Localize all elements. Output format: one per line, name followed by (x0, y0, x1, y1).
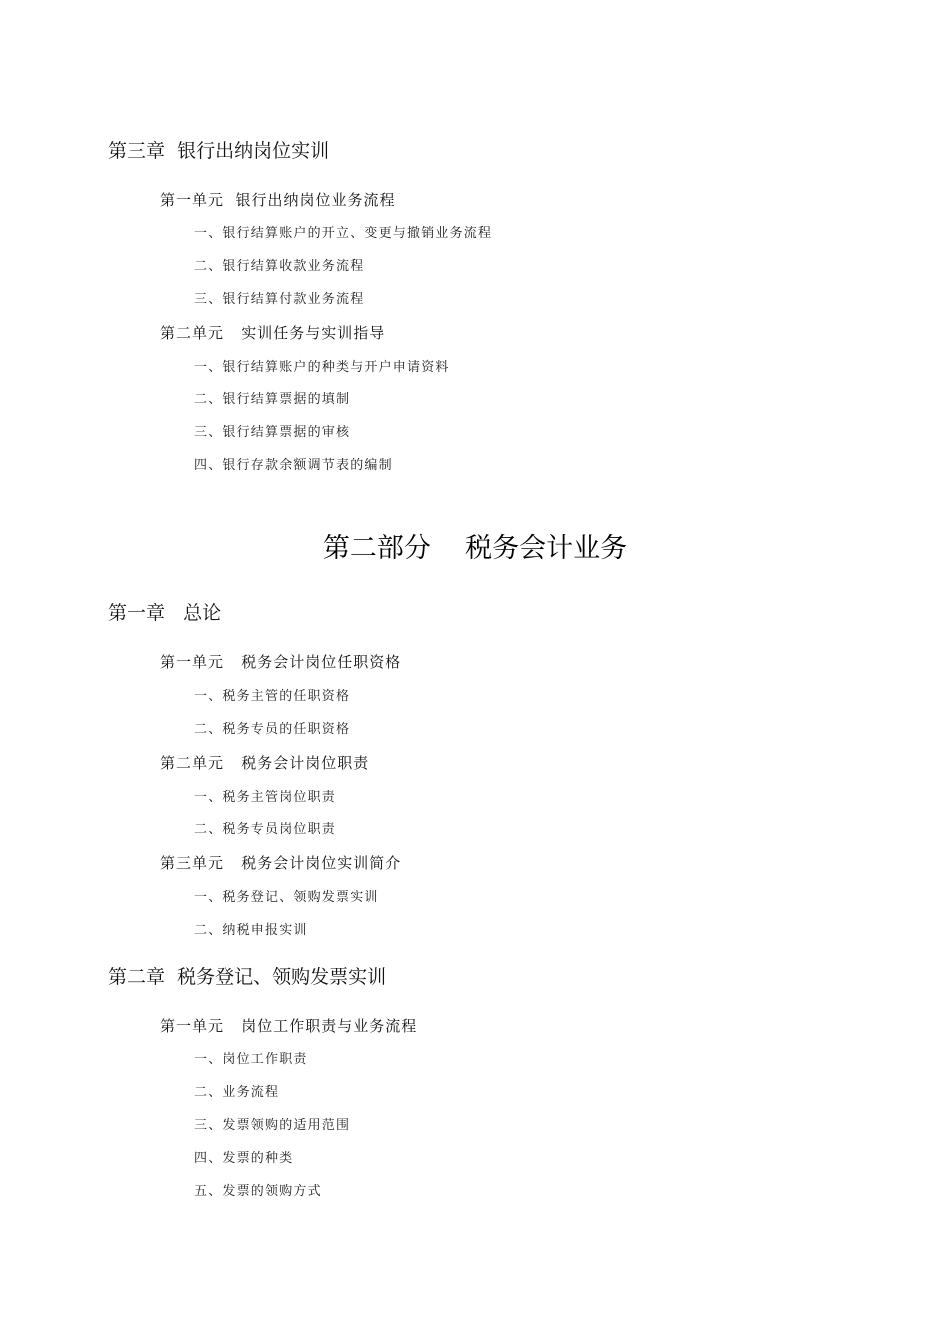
list-item: 二、税务专员岗位职责 (194, 822, 337, 837)
unit-heading: 第二单元 实训任务与实训指导 (160, 324, 386, 342)
unit-heading: 第一单元 银行出纳岗位业务流程 (160, 191, 396, 209)
list-item: 四、发票的种类 (194, 1151, 294, 1166)
list-item: 一、岗位工作职责 (194, 1052, 308, 1067)
list-item: 五、发票的领购方式 (194, 1184, 322, 1199)
part-heading: 第二部分 税务会计业务 (322, 533, 628, 564)
list-item: 一、银行结算账户的开立、变更与撤销业务流程 (194, 226, 493, 241)
list-item: 三、银行结算票据的审核 (194, 425, 351, 440)
chapter-heading: 第二章 税务登记、领购发票实训 (108, 966, 387, 988)
list-item: 二、银行结算收款业务流程 (194, 259, 365, 274)
unit-heading: 第一单元 岗位工作职责与业务流程 (160, 1017, 418, 1035)
unit-heading: 第三单元 税务会计岗位实训简介 (160, 854, 402, 872)
list-item: 三、银行结算付款业务流程 (194, 292, 365, 307)
list-item: 二、业务流程 (194, 1085, 280, 1100)
chapter-heading: 第三章 银行出纳岗位实训 (108, 140, 330, 162)
list-item: 一、税务登记、领购发票实训 (194, 890, 379, 905)
list-item: 二、税务专员的任职资格 (194, 722, 351, 737)
unit-heading: 第二单元 税务会计岗位职责 (160, 754, 370, 772)
list-item: 一、银行结算账户的种类与开户申请资料 (194, 360, 450, 375)
list-item: 一、税务主管岗位职责 (194, 790, 337, 805)
list-item: 二、纳税申报实训 (194, 923, 308, 938)
list-item: 一、税务主管的任职资格 (194, 689, 351, 704)
unit-heading: 第一单元 税务会计岗位任职资格 (160, 653, 402, 671)
list-item: 二、银行结算票据的填制 (194, 392, 351, 407)
chapter-heading: 第一章 总论 (108, 602, 222, 624)
list-item: 四、银行存款余额调节表的编制 (194, 458, 393, 473)
list-item: 三、发票领购的适用范围 (194, 1118, 351, 1133)
